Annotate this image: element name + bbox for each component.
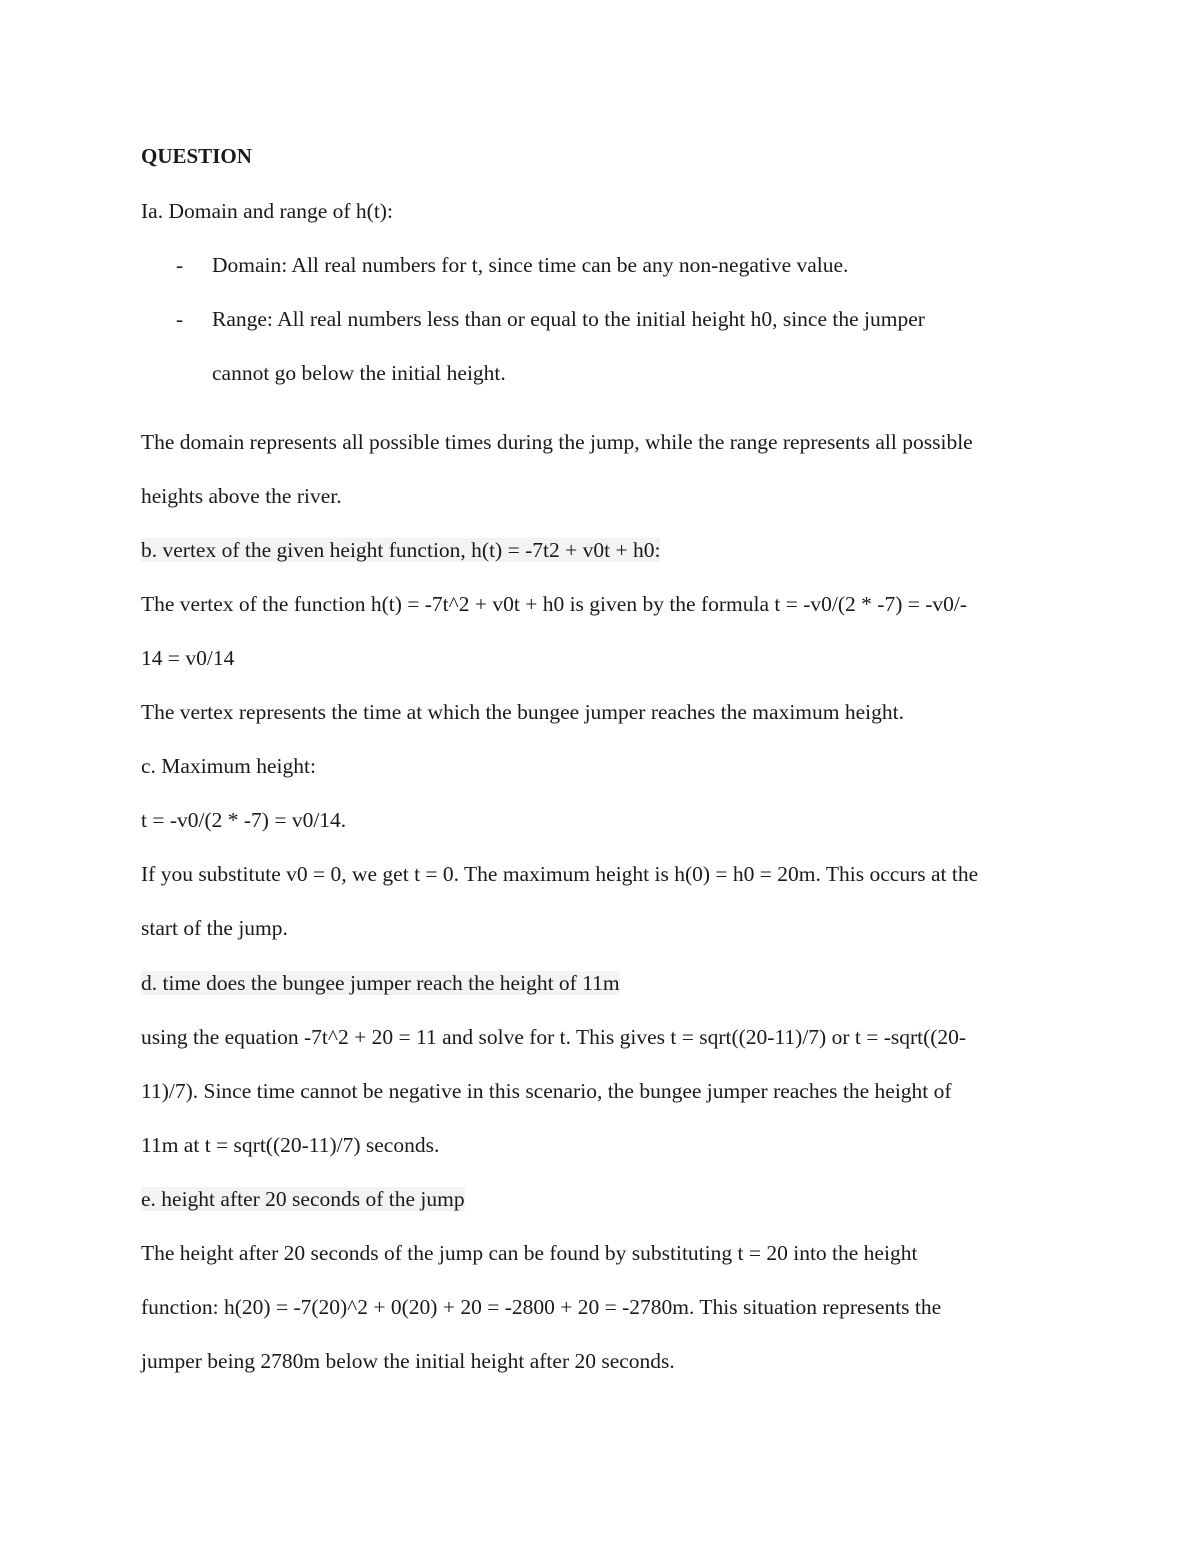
part-e-line3: jumper being 2780m below the initial height after 20 seconds. bbox=[141, 1349, 675, 1373]
part-b-title-text: b. vertex of the given height function, h(t) = -7t2 + v0t + h0: bbox=[141, 538, 661, 562]
range-item-line1: Range: All real numbers less than or equal to the initial height h0, since the jumper bbox=[212, 307, 925, 331]
part-b-title bbox=[141, 536, 660, 564]
question-heading: QUESTION bbox=[141, 144, 252, 168]
range-item-line2: cannot go below the initial height. bbox=[212, 361, 506, 385]
part-b-line2: 14 = v0/14 bbox=[141, 646, 235, 670]
part-d-line3: 11m at t = sqrt((20-11)/7) seconds. bbox=[141, 1133, 440, 1157]
bullet-marker-domain: - bbox=[176, 253, 184, 277]
part-d-title-text: d. time does the bungee jumper reach the height of 11m bbox=[141, 971, 620, 995]
part-c-line2: If you substitute v0 = 0, we get t = 0. The maximum height is h(0) = h0 = 20m. This occurs at the bbox=[141, 862, 979, 886]
part-d-title bbox=[141, 969, 620, 997]
part-c-line1: t = -v0/(2 * -7) = v0/14. bbox=[141, 808, 347, 832]
part-e-line1: The height after 20 seconds of the jump can be found by substituting t = 20 into the height bbox=[141, 1241, 918, 1265]
part-e-title bbox=[141, 1185, 465, 1213]
part-d-line2: 11)/7). Since time cannot be negative in this scenario, the bungee jumper reaches the height of bbox=[141, 1079, 952, 1103]
part-d-line1: using the equation -7t^2 + 20 = 11 and solve for t. This gives t = sqrt((20-11)/7) or t = -sqrt((20- bbox=[141, 1025, 967, 1049]
part-e-line2: function: h(20) = -7(20)^2 + 0(20) + 20 = -2800 + 20 = -2780m. This situation represents the bbox=[141, 1295, 942, 1319]
part-a-title: Ia. Domain and range of h(t): bbox=[141, 199, 393, 223]
part-a-summary-line2: heights above the river. bbox=[141, 484, 342, 508]
domain-item: Domain: All real numbers for t, since time can be any non-negative value. bbox=[212, 253, 849, 277]
part-a-summary-line1: The domain represents all possible times during the jump, while the range represents all possible bbox=[141, 430, 973, 454]
part-b-line1: The vertex of the function h(t) = -7t^2 + v0t + h0 is given by the formula t = -v0/(2 * -7) = -v0/- bbox=[141, 592, 968, 616]
bullet-marker-range: - bbox=[176, 307, 184, 331]
part-c-title: c. Maximum height: bbox=[141, 754, 316, 778]
part-b-line3: The vertex represents the time at which the bungee jumper reaches the maximum height. bbox=[141, 700, 904, 724]
part-e-title-text: e. height after 20 seconds of the jump bbox=[141, 1187, 465, 1211]
part-c-line3: start of the jump. bbox=[141, 916, 288, 940]
